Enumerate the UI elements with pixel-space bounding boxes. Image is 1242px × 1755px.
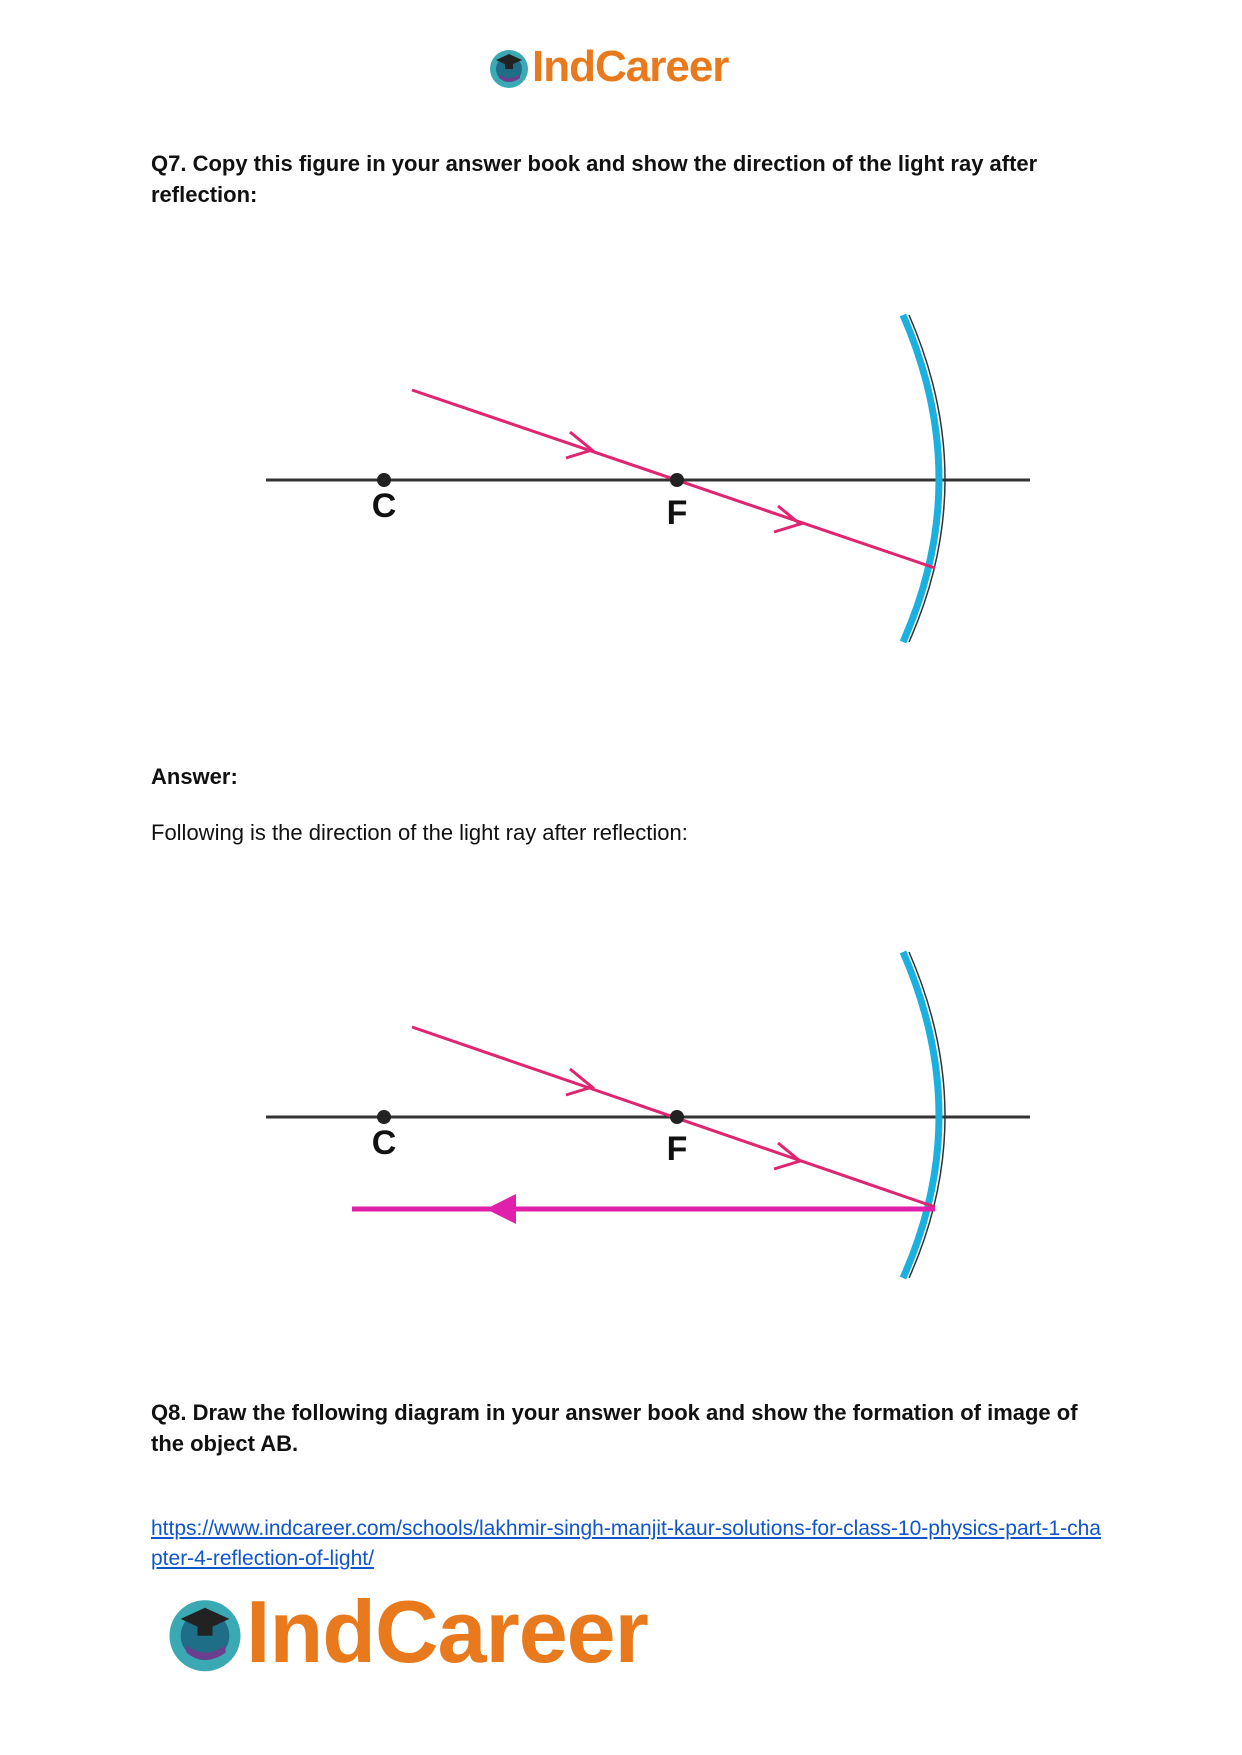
focus-point [670, 473, 684, 487]
answer-text: Following is the direction of the light ray after reflection: [151, 820, 688, 845]
footer-logo [162, 1582, 648, 1682]
answer-heading: Answer: [151, 764, 238, 789]
center-label: C [371, 487, 397, 525]
q7-mirror-figure [0, 290, 1242, 650]
center-point [377, 1110, 391, 1124]
footer-brand: IndCareer [246, 1582, 648, 1681]
focus-label: F [666, 494, 688, 532]
focus-label: F [666, 1130, 688, 1168]
source-link[interactable]: https://www.indcareer.com/schools/lakhmir-singh-manjit-kaur-solutions-for-class-10-physics-part-1-chapter-4-reflection-of-light/ [151, 1517, 1101, 1570]
concave-mirror [903, 952, 939, 1278]
header-brand: IndCareer [532, 42, 729, 91]
answer-mirror-figure [0, 925, 1242, 1290]
header-logo [486, 42, 728, 92]
q7-question: Q7. Copy this figure in your answer book and show the direction of the light ray after reflection: [151, 151, 1038, 207]
graduate-globe-icon [486, 44, 532, 90]
reflected-ray-arrowhead [486, 1194, 516, 1224]
center-point [377, 473, 391, 487]
q8-question: Q8. Draw the following diagram in your answer book and show the formation of image of the object AB. [151, 1400, 1078, 1456]
graduate-globe-icon [162, 1589, 248, 1675]
focus-point [670, 1110, 684, 1124]
center-label: C [371, 1124, 397, 1162]
